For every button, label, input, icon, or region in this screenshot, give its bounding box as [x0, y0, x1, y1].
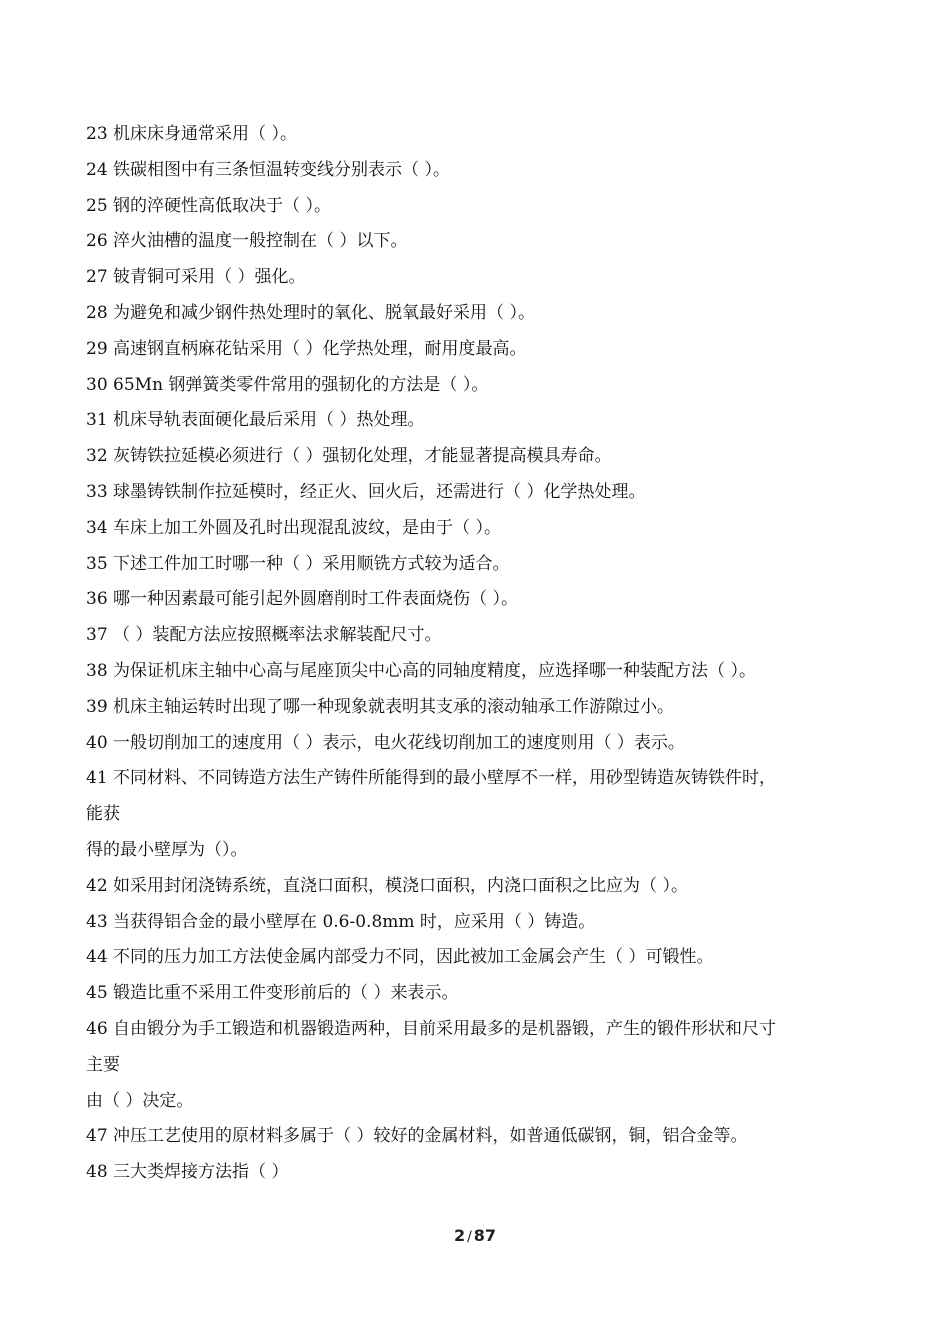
text-line: 26 淬火油槽的温度一般控制在（ ）以下。 — [86, 231, 408, 252]
question-list — [86, 122, 876, 1196]
total-pages-number: 87 — [473, 1226, 497, 1245]
text-line: 43 当获得铝合金的最小壁厚在 0.6-0.8mm 时，应采用（ ）铸造。 — [86, 911, 596, 932]
current-page-number: 2 — [453, 1226, 466, 1245]
text-line: 47 冲压工艺使用的原材料多属于（ ）较好的金属材料，如普通低碳钢，铜，铝合金等。 — [86, 1126, 748, 1147]
text-line: 41 不同材料、不同铸造方法生产铸件所能得到的最小壁厚不一样，用砂型铸造灰铸铁件时， — [86, 768, 777, 789]
text-line: 主要 — [86, 1054, 120, 1075]
text-line: 45 锻造比重不采用工件变形前后的（ ）来表示。 — [86, 983, 459, 1004]
text-line: 23 机床床身通常采用（ ）。 — [86, 124, 297, 144]
text-line: 24 铁碳相图中有三条恒温转变线分别表示（ ）。 — [86, 159, 450, 180]
text-line: 36 哪一种因素最可能引起外圆磨削时工件表面烧伤（ ）。 — [86, 589, 518, 610]
page-number — [0, 1226, 950, 1245]
text-line: 46 自由锻分为手工锻造和机器锻造两种，目前采用最多的是机器锻，产生的锻件形状和尺寸 — [86, 1018, 777, 1039]
text-line: 31 机床导轨表面硬化最后采用（ ）热处理。 — [86, 410, 425, 431]
text-line: 35 下述工件加工时哪一种（ ）采用顺铣方式较为适合。 — [86, 553, 510, 574]
text-line: 42 如采用封闭浇铸系统，直浇口面积，模浇口面积，内浇口面积之比应为（ ）。 — [86, 875, 688, 896]
text-line: 28 为避免和减少钢件热处理时的氧化、脱氧最好采用（ ）。 — [86, 302, 535, 323]
text-line: 38 为保证机床主轴中心高与尾座顶尖中心高的同轴度精度，应选择哪一种装配方法（ ）。 — [86, 660, 756, 681]
text-line: 34 车床上加工外圆及孔时出现混乱波纹，是由于（ ）。 — [86, 517, 501, 538]
text-line: 32 灰铸铁拉延模必须进行（ ）强韧化处理，才能显著提高模具寿命。 — [86, 446, 612, 467]
text-line: 27 铍青铜可采用（ ）强化。 — [86, 267, 306, 288]
text-line: 30 65Mn 钢弹簧类零件常用的强韧化的方法是（ ）。 — [86, 374, 489, 395]
text-line: 29 高速钢直柄麻花钻采用（ ）化学热处理，耐用度最高。 — [86, 338, 527, 359]
text-line: 44 不同的压力加工方法使金属内部受力不同，因此被加工金属会产生（ ）可锻性。 — [86, 947, 714, 968]
text-line: 37 （ ）装配方法应按照概率法求解装配尺寸。 — [86, 625, 442, 646]
text-line: 39 机床主轴运转时出现了哪一种现象就表明其支承的滚动轴承工作游隙过小。 — [86, 696, 675, 717]
text-line: 由（ ）决定。 — [86, 1090, 194, 1111]
text-line: 48 三大类焊接方法指（ ） — [86, 1162, 289, 1183]
text-line: 40 一般切削加工的速度用（ ）表示，电火花线切削加工的速度则用（ ）表示。 — [86, 732, 685, 753]
text-line: 25 钢的淬硬性高低取决于（ ）。 — [86, 195, 331, 216]
text-line: 33 球墨铸铁制作拉延模时，经正火、回火后，还需进行（ ）化学热处理。 — [86, 481, 646, 502]
text-line: 能获 — [86, 804, 120, 825]
text-line: 得的最小壁厚为（）。 — [86, 839, 248, 860]
page-separator: / — [467, 1229, 472, 1245]
